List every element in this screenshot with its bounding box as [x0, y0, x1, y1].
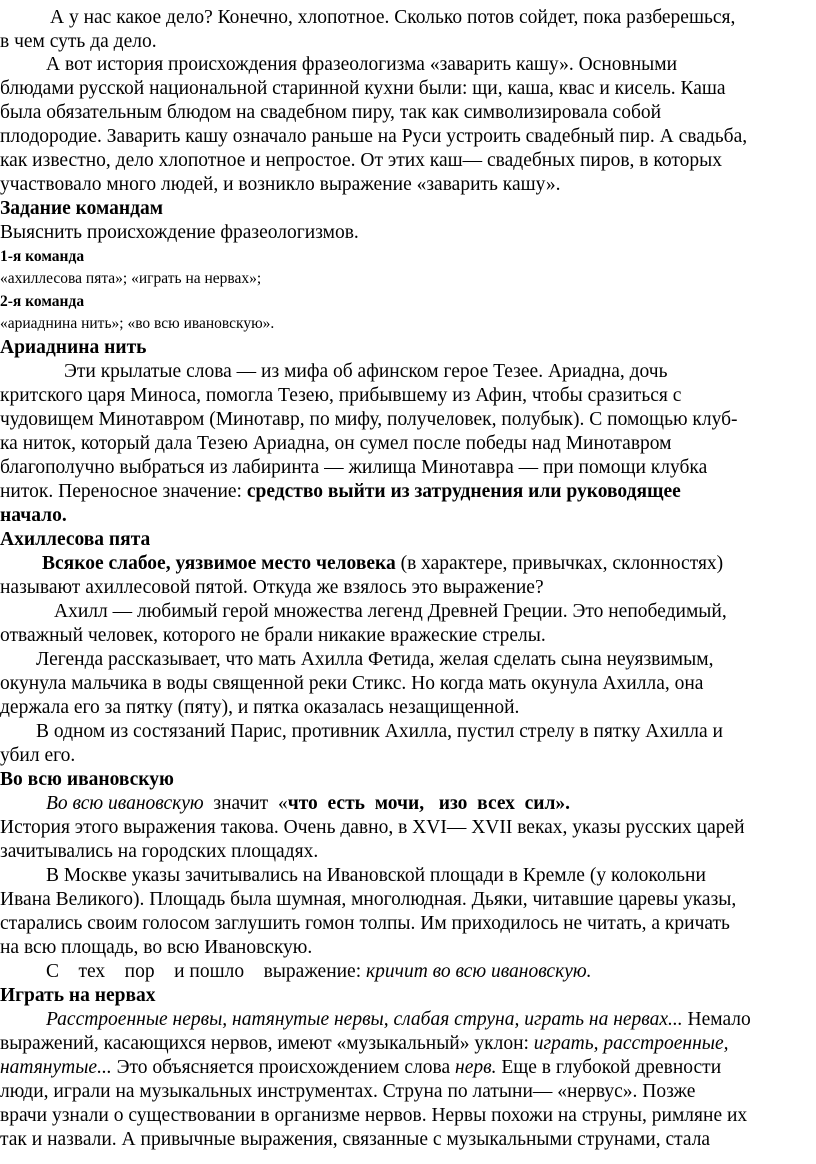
text-line: была обязательным блюдом на свадебном пиру, так как символизировала собой	[0, 102, 662, 123]
text-line: История этого выражения такова. Очень давно, в XVI— XVII веках, указы русских царей	[0, 817, 745, 838]
section-heading: Играть на нервах	[0, 985, 156, 1006]
text-line: на всю площадь, во всю Ивановскую.	[0, 937, 313, 958]
text-line: Ивана Великого). Площадь была шумная, многолюдная. Дьяки, читавшие царевы указы,	[0, 889, 737, 910]
text-line: критского царя Миноса, помогла Тезею, прибывшему из Афин, чтобы сразиться с	[0, 385, 682, 406]
text-line: Во всю ивановскую значит «что есть мочи, изо всех сил».	[46, 793, 571, 814]
text-line: окунула мальчика в воды священной реки Стикс. Но когда мать окунула Ахилла, она	[0, 673, 704, 694]
text-line: люди, играли на музыкальных инструментах. Струна по латыни— «нервус». Позже	[0, 1081, 696, 1102]
text-line: выражений, касающихся нервов, имеют «музыкальный» уклон: играть, расстроенные,	[0, 1033, 729, 1054]
text-line: отважный человек, которого не брали никакие вражеские стрелы.	[0, 625, 546, 646]
text-line: чудовищем Минотавром (Минотавр, по мифу, получеловек, полубык). С помощью клуб-	[0, 409, 738, 430]
text-line: так и назвали. А привычные выражения, связанные с музыкальными струнами, стала	[0, 1129, 711, 1150]
text-line: плодородие. Заварить кашу означало раньше на Руси устроить свадебный пир. А свадьба,	[0, 126, 748, 147]
text-line: А вот история происхождения фразеологизма «заварить кашу». Основными	[46, 54, 678, 75]
text-line: натянутые... Это объясняется происхождением слова нерв. Еще в глубокой древности	[0, 1057, 722, 1078]
text-line: В Москве указы зачитывались на Ивановской площади в Кремле (у колокольни	[46, 865, 706, 886]
text-line: зачитывались на городских площадях.	[0, 841, 319, 862]
text-line: блюдами русской национальной старинной кухни были: щи, каша, квас и кисель. Каша	[0, 78, 726, 99]
text-line: врачи узнали о существовании в организме нервов. Нервы похожи на струны, римляне их	[0, 1105, 748, 1126]
team-heading: 1-я команда	[0, 248, 85, 265]
text-line: В одном из состязаний Парис, противник Ахилла, пустил стрелу в пятку Ахилла и	[36, 721, 723, 742]
text-line: старались своим голосом заглушить гомон толпы. Им приходилось не читать, а кричать	[0, 913, 730, 934]
text-line: ниток. Переносное значение: средство выйти из затруднения или руководящее	[0, 481, 681, 502]
text-line: в чем суть да дело.	[0, 31, 157, 52]
text-line: благополучно выбраться из лабиринта — жилища Минотавра — при помощи клубка	[0, 457, 708, 478]
text-line: А у нас какое дело? Конечно, хлопотное. Сколько потов сойдет, пока разберешься,	[50, 7, 736, 28]
text-line: Расстроенные нервы, натянутые нервы, слабая струна, играть на нервах... Немало	[46, 1009, 751, 1030]
text-line: начало.	[0, 505, 67, 526]
text-line: называют ахиллесовой пятой. Откуда же взялось это выражение?	[0, 577, 544, 598]
text-line: участвовало много людей, и возникло выражение «заварить кашу».	[0, 174, 561, 195]
text-line: Легенда рассказывает, что мать Ахилла Фетида, желая сделать сына неуязвимым,	[36, 649, 714, 670]
section-heading: Во всю ивановскую	[0, 769, 174, 790]
text-line: «ахиллесова пята»; «играть на нервах»;	[0, 270, 262, 287]
text-line: убил его.	[0, 745, 76, 766]
text-line: Выяснить происхождение фразеологизмов.	[0, 222, 359, 243]
text-line: «ариаднина нить»; «во всю ивановскую».	[0, 315, 275, 332]
text-line: Ахилл — любимый герой множества легенд Древней Греции. Это непобедимый,	[54, 601, 727, 622]
text-line: Всякое слабое, уязвимое место человека (в характере, привычках, склонностях)	[42, 553, 724, 574]
text-line: как известно, дело хлопотное и непростое. От этих каш— свадебных пиров, в которых	[0, 150, 722, 171]
text-line: держала его за пятку (пяту), и пятка оказалась незащищенной.	[0, 697, 520, 718]
section-heading: Ахиллесова пята	[0, 529, 151, 550]
text-line: С тех пор и пошло выражение: кричит во всю ивановскую.	[46, 961, 592, 982]
section-heading: Задание командам	[0, 198, 164, 219]
section-heading: Ариаднина нить	[0, 337, 147, 358]
text-line: Эти крылатые слова — из мифа об афинском герое Тезее. Ариадна, дочь	[64, 361, 668, 382]
text-line: ка ниток, который дала Тезею Ариадна, он сумел после победы над Минотавром	[0, 433, 672, 454]
team-heading: 2-я команда	[0, 293, 85, 310]
